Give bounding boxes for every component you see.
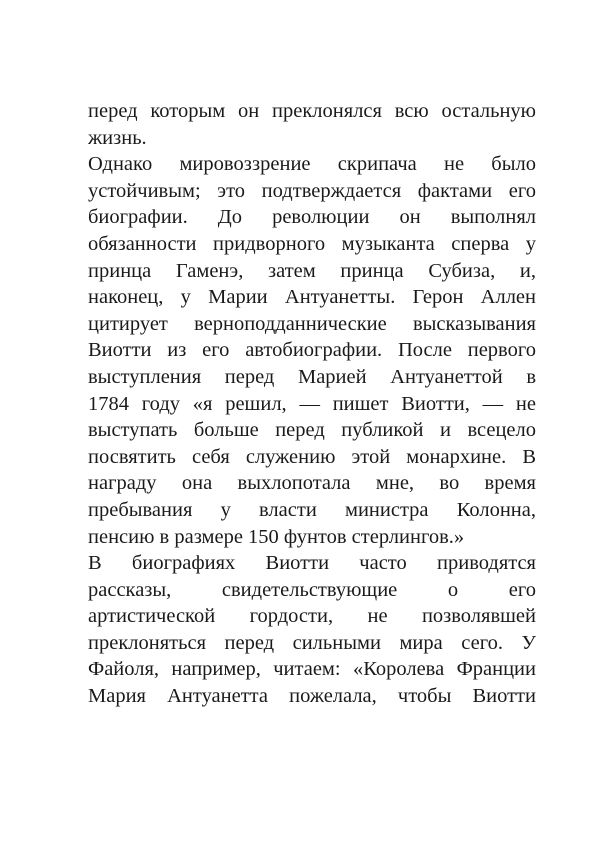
- text-line: перед которым он преклонялся всю остальную: [88, 100, 536, 122]
- text-line: обязанности придворного музыканта сперва у: [88, 232, 536, 255]
- text-line: выступать больше перед публикой и всецело: [88, 419, 536, 442]
- text-line: жизнь.: [88, 126, 147, 149]
- text-line: биографии. До революции он выполнял: [88, 206, 536, 229]
- text-line: преклоняться перед сильными мира сего. У: [88, 631, 536, 654]
- text-line: принца Гаменэ, затем принца Субиза, и,: [88, 259, 536, 282]
- text-line: наконец, у Марии Антуанетты. Герон Аллен: [88, 286, 536, 309]
- text-line: Однако мировоззрение скрипача не было: [88, 153, 536, 176]
- paragraph-1: [88, 98, 536, 151]
- paragraph-3: [88, 550, 536, 710]
- text-line: цитирует верноподданнические высказывания: [88, 312, 536, 335]
- text-line: В биографиях Виотти часто приводятся: [88, 552, 536, 575]
- text-line: рассказы, свидетельствующие о его: [88, 578, 536, 601]
- text-line: Мария Антуанетта пожелала, чтобы Виотти: [88, 685, 536, 708]
- text-line: пребывания у власти министра Колонна,: [88, 498, 536, 521]
- text-line: Виотти из его автобиографии. После первого: [88, 339, 536, 362]
- text-line: 1784 году «я решил, — пишет Виотти, — не: [88, 392, 536, 415]
- text-line: пенсию в размере 150 фунтов стерлингов.»: [88, 525, 465, 548]
- text-line: награду она выхлопотала мне, во время: [88, 472, 536, 495]
- text-line: артистической гордости, не позволявшей: [88, 605, 536, 628]
- document-page: [88, 98, 536, 710]
- text-line: выступления перед Марией Антуанеттой в: [88, 365, 536, 388]
- text-line: устойчивым; это подтверждается фактами его: [88, 179, 536, 202]
- paragraph-2: [88, 151, 536, 550]
- text-line: Файоля, например, читаем: «Королева Франции: [88, 658, 536, 681]
- text-line: посвятить себя служению этой монархине. В: [88, 445, 536, 468]
